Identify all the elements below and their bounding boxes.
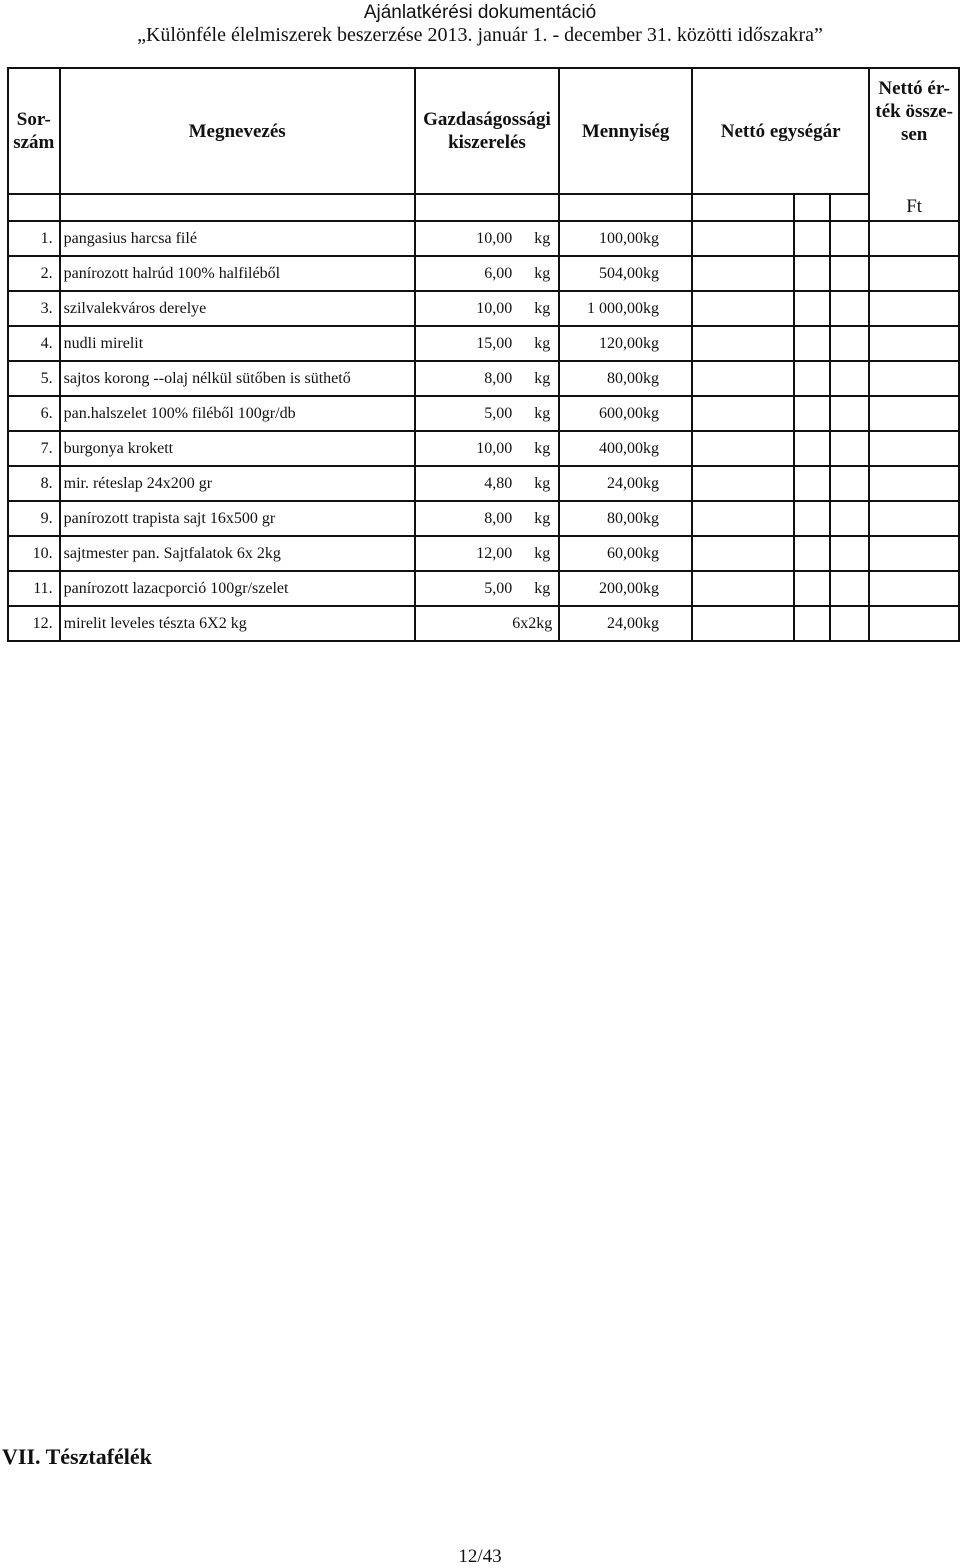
unit-price-cell: [692, 396, 794, 431]
item-name: mir. réteslap 24x200 gr: [60, 466, 415, 501]
quantity: 24,00kg: [559, 466, 692, 501]
packaging-value: 10,00: [476, 299, 513, 317]
quantity: 60,00kg: [559, 536, 692, 571]
table-row: [8, 256, 959, 291]
table-row: [8, 396, 959, 431]
packaging-unit: kg: [534, 229, 551, 247]
quantity: 24,00kg: [559, 606, 692, 641]
net-total-cell: [869, 606, 959, 641]
packaging-value: 15,00: [476, 334, 513, 352]
table-row: [8, 361, 959, 396]
quantity: 200,00kg: [559, 571, 692, 606]
packaging: [415, 571, 560, 606]
row-number: 9.: [8, 501, 60, 536]
packaging-unit: kg: [534, 334, 551, 352]
packaging-value: 4,80: [484, 474, 513, 492]
packaging: [415, 326, 560, 361]
row-number: 10.: [8, 536, 60, 571]
net-total-cell: [869, 326, 959, 361]
packaging-unit: kg: [534, 299, 551, 317]
unit-price-cell: [830, 361, 869, 396]
quantity: 120,00kg: [559, 326, 692, 361]
unit-price-cell: [692, 431, 794, 466]
quantity: 80,00kg: [559, 361, 692, 396]
item-name: panírozott trapista sajt 16x500 gr: [60, 501, 415, 536]
unit-price-cell: [794, 571, 830, 606]
packaging: [415, 431, 560, 466]
page-number: 12/43: [458, 1546, 502, 1567]
col-header-ertek: Nettó ér-ték össze-sen: [869, 68, 959, 194]
row-number: 3.: [8, 291, 60, 326]
unit-price-cell: [794, 291, 830, 326]
quantity: 504,00kg: [559, 256, 692, 291]
item-name: sajtos korong --olaj nélkül sütőben is süthető: [60, 361, 415, 396]
item-name: szilvalekváros derelye: [60, 291, 415, 326]
unit-price-cell: [830, 536, 869, 571]
col-header-egysegar: Nettó egységár: [692, 68, 869, 194]
packaging: [415, 606, 560, 641]
unit-price-cell: [692, 571, 794, 606]
row-number: 5.: [8, 361, 60, 396]
net-total-cell: [869, 256, 959, 291]
row-number: 7.: [8, 431, 60, 466]
unit-price-cell: [830, 291, 869, 326]
item-name: panírozott halrúd 100% halfiléből: [60, 256, 415, 291]
packaging: [415, 501, 560, 536]
unit-price-cell: [830, 571, 869, 606]
unit-price-cell: [692, 326, 794, 361]
packaging-value: 12,00: [476, 544, 513, 562]
col-unit-ft: Ft: [869, 194, 959, 221]
packaging: [415, 221, 560, 256]
row-number: 2.: [8, 256, 60, 291]
unit-price-cell: [830, 221, 869, 256]
unit-price-cell: [794, 431, 830, 466]
quantity: 600,00kg: [559, 396, 692, 431]
unit-price-cell: [830, 466, 869, 501]
unit-price-cell: [794, 221, 830, 256]
unit-price-cell: [830, 326, 869, 361]
table-row: [8, 571, 959, 606]
quantity: 400,00kg: [559, 431, 692, 466]
unit-price-cell: [830, 501, 869, 536]
packaging-value: 8,00: [484, 509, 513, 527]
packaging-unit: kg: [534, 474, 551, 492]
packaging-unit: kg: [534, 264, 551, 282]
row-number: 4.: [8, 326, 60, 361]
item-name: sajtmester pan. Sajtfalatok 6x 2kg: [60, 536, 415, 571]
row-number: 8.: [8, 466, 60, 501]
item-name: burgonya krokett: [60, 431, 415, 466]
col-header-sorszam: Sor-szám: [8, 68, 60, 194]
unit-price-cell: [794, 536, 830, 571]
packaging: [415, 256, 560, 291]
table-row: [8, 466, 959, 501]
document-title: Ajánlatkérési dokumentáció: [363, 2, 597, 23]
packaging-unit: kg: [534, 509, 551, 527]
section-title: VII. Tésztafélék: [2, 1444, 152, 1469]
unit-price-cell: [692, 501, 794, 536]
packaging-value: 10,00: [476, 229, 513, 247]
packaging-value: 8,00: [484, 369, 513, 387]
unit-price-cell: [830, 396, 869, 431]
unit-price-cell: [830, 606, 869, 641]
unit-price-cell: [794, 361, 830, 396]
packaging-unit: kg: [534, 544, 551, 562]
packaging-unit: kg: [534, 579, 551, 597]
unit-price-cell: [692, 291, 794, 326]
packaging: [415, 466, 560, 501]
net-total-cell: [869, 291, 959, 326]
row-number: 12.: [8, 606, 60, 641]
table-row: [8, 326, 959, 361]
unit-price-cell: [830, 431, 869, 466]
col-header-megnevezes: Megnevezés: [60, 68, 415, 194]
unit-price-cell: [830, 256, 869, 291]
table-row: [8, 501, 959, 536]
item-name: pan.halszelet 100% filéből 100gr/db: [60, 396, 415, 431]
quantity: 1 000,00kg: [559, 291, 692, 326]
packaging: [415, 536, 560, 571]
packaging-value: 5,00: [484, 404, 513, 422]
col-header-mennyiseg: Mennyiség: [559, 68, 692, 194]
quantity: 100,00kg: [559, 221, 692, 256]
net-total-cell: [869, 361, 959, 396]
unit-price-cell: [794, 501, 830, 536]
packaging: [415, 361, 560, 396]
row-number: 11.: [8, 571, 60, 606]
net-total-cell: [869, 221, 959, 256]
net-total-cell: [869, 396, 959, 431]
unit-price-cell: [692, 606, 794, 641]
table-row: [8, 536, 959, 571]
packaging-unit: kg: [534, 404, 551, 422]
packaging-value: 5,00: [484, 579, 513, 597]
unit-price-cell: [692, 536, 794, 571]
unit-price-cell: [794, 466, 830, 501]
row-number: 6.: [8, 396, 60, 431]
unit-price-cell: [692, 221, 794, 256]
net-total-cell: [869, 501, 959, 536]
unit-price-cell: [794, 396, 830, 431]
item-name: mirelit leveles tészta 6X2 kg: [60, 606, 415, 641]
price-table: [7, 67, 960, 642]
document-subtitle: „Különféle élelmiszerek beszerzése 2013. január 1. - december 31. közötti időszakra”: [137, 24, 823, 46]
net-total-cell: [869, 571, 959, 606]
table-row: [8, 606, 959, 641]
table-row: [8, 291, 959, 326]
packaging-value: 6,00: [484, 264, 513, 282]
item-name: pangasius harcsa filé: [60, 221, 415, 256]
row-number: 1.: [8, 221, 60, 256]
packaging-unit: kg: [534, 439, 551, 457]
col-header-kiszereles: Gazdaságossági kiszerelés: [415, 68, 560, 194]
packaging: [415, 396, 560, 431]
unit-price-cell: [692, 256, 794, 291]
unit-price-cell: [692, 361, 794, 396]
unit-price-cell: [794, 256, 830, 291]
packaging-unit: 6x2kg: [512, 614, 553, 632]
net-total-cell: [869, 431, 959, 466]
item-name: nudli mirelit: [60, 326, 415, 361]
table-row: [8, 221, 959, 256]
table-row: [8, 431, 959, 466]
unit-price-cell: [692, 466, 794, 501]
packaging: [415, 291, 560, 326]
packaging-unit: kg: [534, 369, 551, 387]
net-total-cell: [869, 466, 959, 501]
net-total-cell: [869, 536, 959, 571]
packaging-value: 10,00: [476, 439, 513, 457]
unit-price-cell: [794, 606, 830, 641]
item-name: panírozott lazacporció 100gr/szelet: [60, 571, 415, 606]
unit-price-cell: [794, 326, 830, 361]
quantity: 80,00kg: [559, 501, 692, 536]
